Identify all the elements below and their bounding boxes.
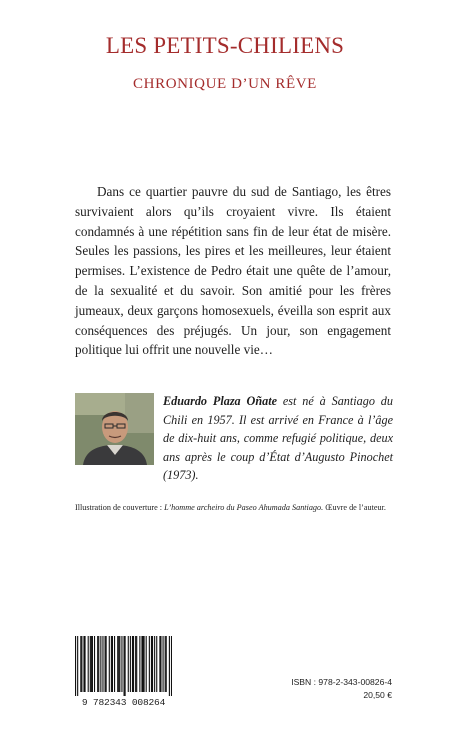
- author-portrait-icon: [75, 393, 154, 465]
- illustration-credit: [75, 503, 405, 512]
- isbn-barcode: [75, 636, 172, 708]
- author-bio: [163, 392, 393, 485]
- credit-work: L’homme archeiro du Paseo Ahumada Santiago.: [164, 503, 324, 512]
- credit-prefix: Illustration de couverture :: [75, 503, 165, 512]
- credit-suffix: Œuvre de l’auteur.: [323, 503, 386, 512]
- isbn-number: ISBN : 978-2-343-00826-4: [291, 677, 392, 687]
- barcode-digits: 9 782343 008264: [81, 697, 166, 708]
- price: 20,50 €: [363, 690, 392, 700]
- barcode-icon: [75, 636, 172, 696]
- blurb-text: Dans ce quartier pauvre du sud de Santiago, les êtres survivaient alors qu’ils croyaient vivre. Ils étaient condamnés à une répétition sans fin de leur état de misère. Seules les passions, les pires et les meilleures, leur étaient permises. L’existence de Pedro était une quête de l’amour, de la sexualité et du savoir. Son amitié pour les frères jumeaux, deux garçons homosexuels, éveilla son esprit aux conséquences des préjugés. Un jour, son engagement politique lui offrit une nouvelle vie…: [75, 184, 391, 358]
- author-photo: [75, 393, 154, 465]
- book-subtitle: CHRONIQUE D’UN RÊVE: [133, 76, 317, 92]
- book-title: LES PETITS-CHILIENS: [105, 33, 345, 58]
- author-name: Eduardo Plaza Oñate: [163, 394, 277, 408]
- back-cover-blurb: [75, 182, 391, 360]
- author-bio-text: est né à Santiago du Chili en 1957. Il est arrivé en France à l’âge de dix-huit ans, comme refugié politique, deux ans après le coup d’État d’Augusto Pinochet (1973).: [163, 394, 393, 483]
